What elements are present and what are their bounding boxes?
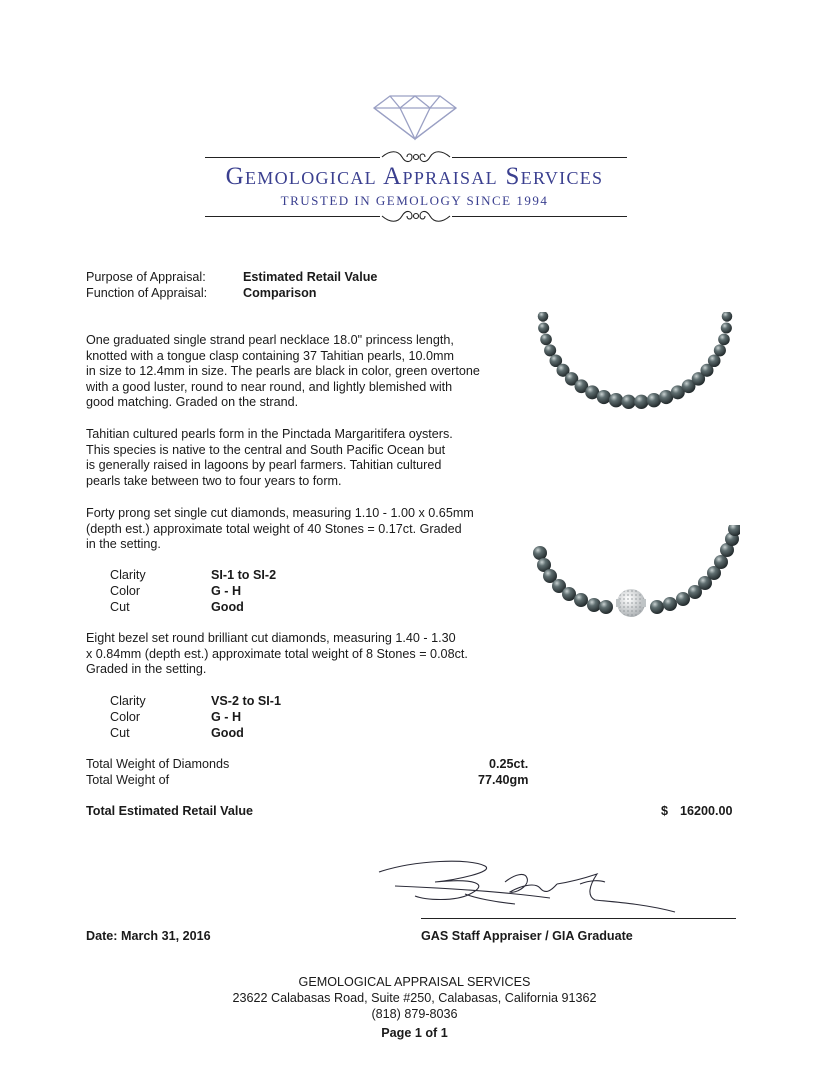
pearl: [538, 322, 549, 333]
ornament-bottom-icon: [380, 207, 452, 225]
pearl: [634, 395, 648, 409]
pearl: [721, 322, 732, 333]
pearl: [538, 312, 549, 322]
cut-value: Good: [211, 600, 244, 614]
pearl: [676, 592, 690, 606]
pearl: [587, 598, 601, 612]
pearl: [609, 393, 623, 407]
function-value: Comparison: [243, 286, 317, 300]
footer-rule-left: [205, 216, 380, 217]
pearl: [650, 600, 664, 614]
company-name: Gemological Appraisal Services: [225, 163, 604, 190]
pearl: [540, 334, 552, 346]
header-rule-left: [205, 157, 380, 158]
purpose-label: Purpose of Appraisal:: [86, 270, 206, 284]
pearl: [714, 555, 728, 569]
pearl: [718, 334, 730, 346]
signature-image: [375, 852, 695, 922]
pearl: [533, 546, 547, 560]
pearl-necklace-image: [530, 312, 740, 420]
total-diamonds-value: 0.25ct.: [489, 757, 529, 771]
pearl-description: One graduated single strand pearl necklace 18.0" princess length, knotted with a tongue clasp containing 37 Tahitian pearls, 10.0mm in size to 12.4mm in size. The pearls are black in color, green overtone with a good luster, round to near round, and lightly blemished with good matching. Graded on the strand.: [86, 333, 480, 410]
pearl: [574, 593, 588, 607]
function-label: Function of Appraisal:: [86, 286, 208, 300]
color-value: G - H: [211, 584, 242, 598]
pearl: [714, 344, 726, 356]
pearl: [621, 395, 635, 409]
tahitian-info: Tahitian cultured pearls form in the Pinctada Margaritifera oysters. This species is native to the central and South Pacific Ocean but is generally raised in lagoons by pearl farmers. Tahitian cultured pearls take between two to four years to form.: [86, 427, 453, 488]
pearl: [663, 597, 677, 611]
clarity-value: VS-2 to SI-1: [211, 694, 281, 708]
retail-value-label: Total Estimated Retail Value: [86, 804, 254, 818]
page-number: Page 1 of 1: [381, 1026, 448, 1040]
total-diamonds-label: Total Weight of Diamonds: [86, 757, 230, 771]
footer-address: 23622 Calabasas Road, Suite #250, Calabasas, California 91362: [232, 991, 597, 1005]
clarity-label: Clarity: [110, 694, 146, 708]
color-value: G - H: [211, 710, 242, 724]
diamonds-2-description: Eight bezel set round brilliant cut diamonds, measuring 1.40 - 1.30 x 0.84mm (depth est.) approximate total weight of 8 Stones = 0.08ct. Graded in the setting.: [86, 631, 468, 677]
footer-company: GEMOLOGICAL APPRAISAL SERVICES: [298, 975, 531, 989]
pearl: [544, 344, 556, 356]
diamonds-1-description: Forty prong set single cut diamonds, measuring 1.10 - 1.00 x 0.65mm (depth est.) approximate total weight of 40 Stones = 0.17ct. Graded in the setting.: [86, 506, 474, 552]
cut-label: Cut: [110, 600, 130, 614]
company-tagline: TRUSTED IN GEMOLOGY SINCE 1994: [280, 193, 549, 208]
pearl: [647, 393, 661, 407]
retail-currency: $: [661, 804, 669, 818]
cut-value: Good: [211, 726, 244, 740]
color-label: Color: [110, 584, 141, 598]
diamond-logo-icon: [370, 92, 460, 142]
signature-line: [421, 918, 736, 919]
pearl: [599, 600, 613, 614]
cut-label: Cut: [110, 726, 130, 740]
clarity-value: SI-1 to SI-2: [211, 568, 277, 582]
total-weight-label: Total Weight of: [86, 773, 170, 787]
color-label: Color: [110, 710, 141, 724]
appraisal-date: Date: March 31, 2016: [86, 929, 211, 943]
pearl: [722, 312, 733, 322]
appraiser-title: GAS Staff Appraiser / GIA Graduate: [421, 929, 633, 943]
clarity-label: Clarity: [110, 568, 146, 582]
pearl: [562, 587, 576, 601]
pearl-clasp-image: [530, 525, 740, 625]
footer-phone: (818) 879-8036: [371, 1007, 458, 1021]
pearl: [708, 354, 721, 367]
footer-rule-right: [452, 216, 627, 217]
purpose-value: Estimated Retail Value: [243, 270, 378, 284]
retail-value: 16200.00: [680, 804, 733, 818]
header-rule-right: [452, 157, 627, 158]
total-weight-value: 77.40gm: [478, 773, 529, 787]
pearl: [597, 390, 611, 404]
